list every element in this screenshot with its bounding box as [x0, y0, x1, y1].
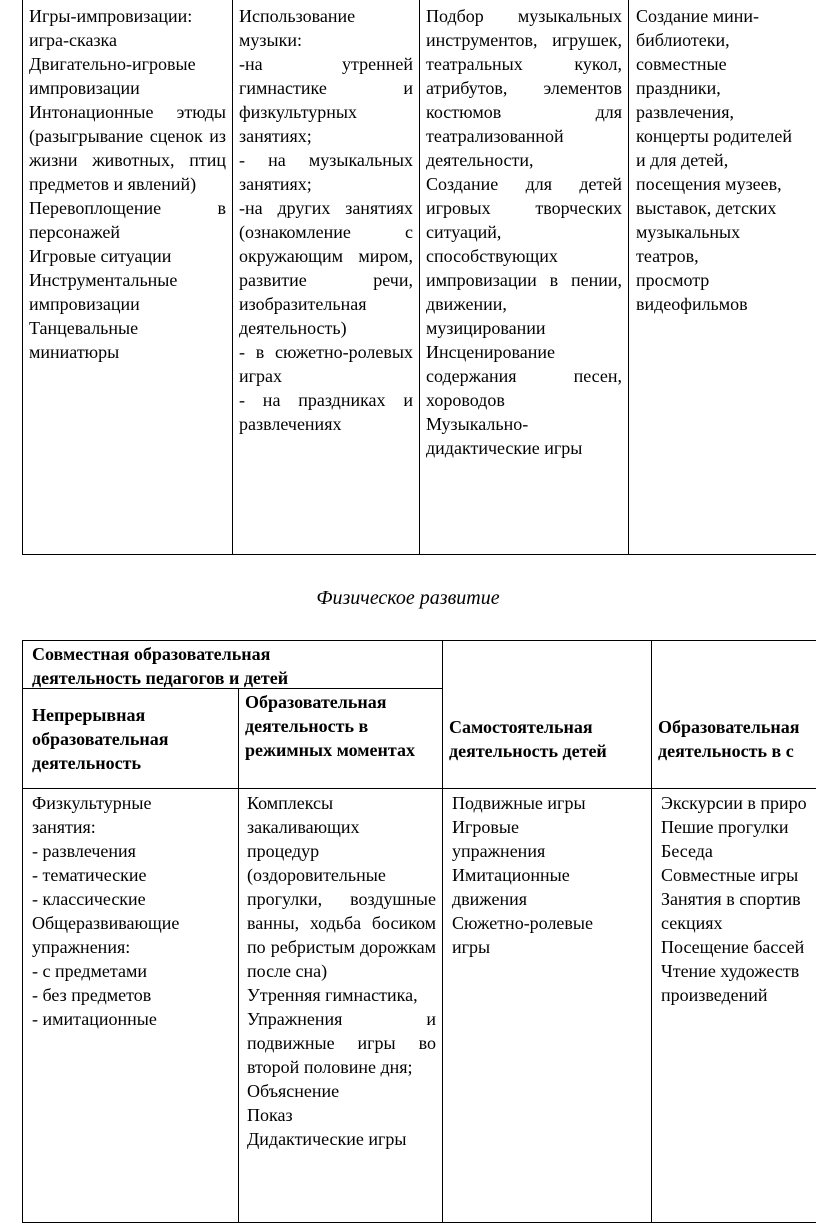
group-header-text: Совместная образовательная деятельность педагогов и детей — [32, 644, 289, 688]
text-line: Создание для детей игровых творческих ситуаций, способствующих импровизации в пении, движении, музицировании — [426, 174, 622, 338]
header-text: Непрерывная образовательная деятельность — [32, 705, 169, 773]
text-line: Игровые упражнения — [452, 817, 546, 861]
text-line: Пешие прогулки — [661, 817, 789, 837]
text-line: Комплексы закаливающих процедур (оздоровительные прогулки, воздушные ванны, ходьба босиком по ребристым дорожкам после сна) — [247, 793, 436, 981]
text-line: театров, — [636, 246, 699, 266]
text-line: Музыкально-дидактические игры — [426, 414, 583, 458]
text-line: - с предметами — [32, 961, 148, 981]
text-line: Подвижные игры — [452, 793, 586, 813]
text-line: Дидактические игры — [247, 1129, 407, 1149]
text-line: Объяснение — [247, 1081, 340, 1101]
text-line: Игры-импровизации: игра-сказка — [29, 6, 193, 50]
text-line: видеофильмов — [636, 294, 748, 314]
text-line: Экскурсии в приро — [661, 793, 807, 813]
text-line: Подбор музыкальных инструментов, игрушек, театральных кукол, атрибутов, элементов костюмов для театрализованной деятельности, — [426, 6, 622, 170]
text-line: Инструментальные импровизации — [29, 270, 178, 314]
text-line: Физкультурные занятия: — [32, 793, 152, 837]
text-line: Совместные игры — [661, 865, 799, 885]
text-line: произведений — [661, 985, 768, 1005]
text-line: музыкальных — [636, 222, 741, 242]
text-line: - развлечения — [32, 841, 136, 861]
header-text: Образовательная деятельность в с — [658, 717, 800, 761]
text-line: Двигательно-игровые импровизации — [29, 54, 196, 98]
text-line: совместные — [636, 54, 727, 74]
table2-header-independent — [443, 690, 651, 788]
text-line: Перевоплощение в персонажей — [29, 198, 226, 242]
text-line: праздники, — [636, 78, 721, 98]
table2-cell-family — [652, 791, 816, 1007]
table1-cell-games — [23, 4, 232, 364]
text-line: - на музыкальных занятиях; — [239, 150, 413, 194]
text-line: Занятия в спортив — [661, 889, 801, 909]
header-text: Образовательная деятельность в режимных моментах — [245, 692, 415, 760]
text-line: - без предметов — [32, 985, 152, 1005]
text-line: развлечения, — [636, 102, 734, 122]
text-line: Интонационные этюды (разыгрывание сценок из жизни животных, птиц предметов и явлений) — [29, 102, 226, 194]
text-line: Беседа — [661, 841, 713, 861]
table2-cell-independent — [443, 791, 651, 959]
text-line: - в сюжетно-ролевых играх — [239, 342, 413, 386]
table2-border-bottom — [22, 1222, 816, 1223]
text-line: Сюжетно-ролевые игры — [452, 913, 594, 957]
text-line: Общеразвивающие упражнения: — [32, 913, 180, 957]
text-line: Упражнения и подвижные игры во второй половине дня; — [247, 1009, 436, 1077]
table2-header-regime — [239, 690, 442, 762]
header-text: Самостоятельная деятельность детей — [449, 717, 607, 761]
text-line: -на других занятиях (ознакомление с окружающим миром, развитие речи, изобразительная деятельность) — [239, 198, 413, 338]
text-line: Создание мини- — [636, 6, 759, 26]
table2-group-header — [23, 642, 442, 690]
text-line: -на утренней гимнастике и физкультурных занятиях; — [239, 54, 413, 146]
table1-cell-family — [629, 4, 816, 316]
text-line: Имитационные движения — [452, 865, 570, 909]
text-line: библиотеки, — [636, 30, 730, 50]
table2-header-family — [652, 690, 816, 788]
table1-cell-selection — [420, 4, 628, 460]
text-line: Показ — [247, 1105, 293, 1125]
table2-border-top — [22, 640, 816, 641]
text-line: Чтение художеств — [661, 961, 800, 981]
text-line: Игровые ситуации — [29, 246, 172, 266]
table2-cell-regime — [239, 791, 442, 1151]
text-line: - тематические — [32, 865, 147, 885]
text-line: Инсценирование содержания песен, хороводов — [426, 342, 622, 410]
text-line: и для детей, — [636, 150, 729, 170]
text-line: - на праздниках и развлечениях — [239, 390, 413, 434]
table2-header-bottom — [22, 788, 816, 789]
text-line: Утренняя гимнастика, — [247, 985, 418, 1005]
section-title: Физическое развитие — [316, 587, 500, 609]
table1-border-bottom — [22, 554, 816, 555]
text-line: Посещение бассей — [661, 937, 805, 957]
table2-header-continuous — [23, 703, 238, 775]
text-line: - имитационные — [32, 1009, 157, 1029]
text-line: посещения музеев, — [636, 174, 782, 194]
text-line: просмотр — [636, 270, 710, 290]
text-line: Использование музыки: — [239, 6, 356, 50]
text-line: - классические — [32, 889, 146, 909]
text-line: выставок, детских — [636, 198, 777, 218]
text-line: секциях — [661, 913, 723, 933]
text-line: концерты родителей — [636, 126, 793, 146]
table1-cell-music-use — [233, 4, 419, 436]
table2-cell-classes — [23, 791, 238, 1031]
text-line: Танцевальные миниатюры — [29, 318, 139, 362]
